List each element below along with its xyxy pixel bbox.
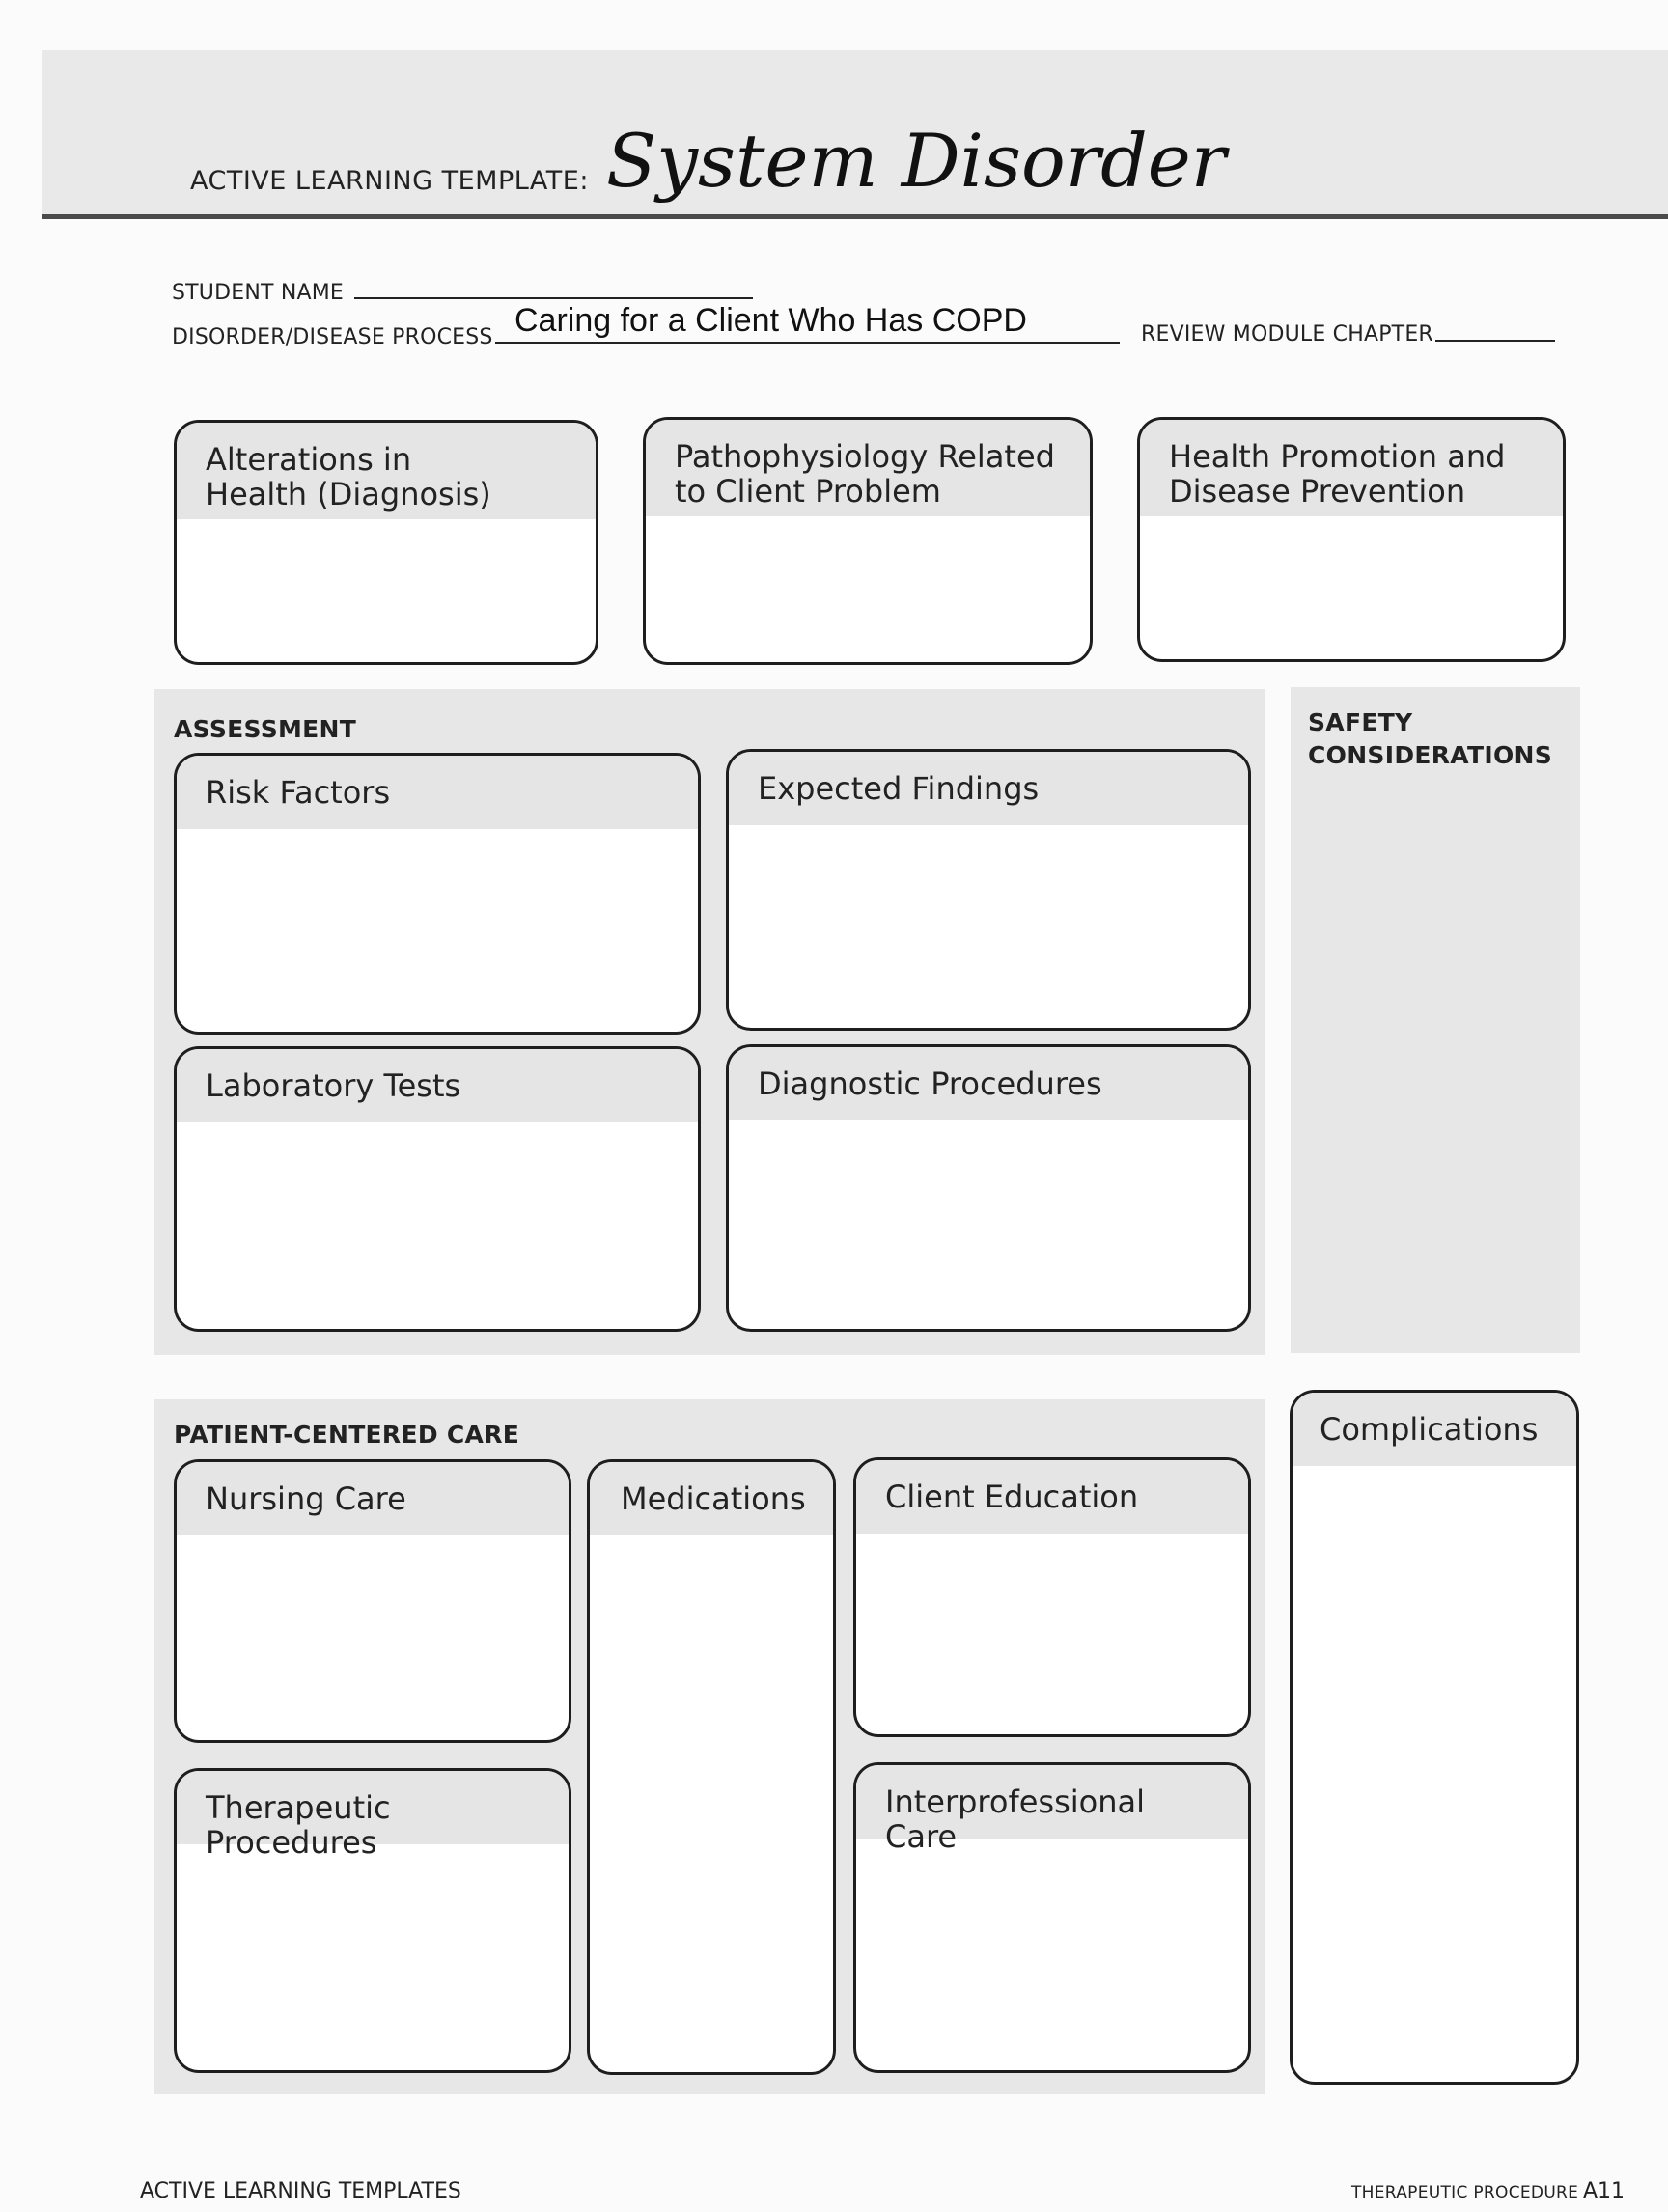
medications-title: Medications	[621, 1480, 806, 1517]
student-name-label: STUDENT NAME	[172, 281, 345, 305]
expected-findings-title: Expected Findings	[758, 770, 1040, 807]
expected-findings-box[interactable]	[726, 749, 1251, 1031]
diagnostic-procedures-title: Diagnostic Procedures	[758, 1065, 1102, 1102]
disorder-field[interactable]	[495, 342, 1120, 344]
pathophysiology-line1: Pathophysiology Related	[675, 438, 1055, 475]
complications-header	[1293, 1393, 1576, 1466]
student-name-field[interactable]	[354, 297, 753, 299]
therapeutic-procedures-header	[177, 1771, 569, 1861]
review-module-field[interactable]	[1435, 340, 1555, 342]
diagnostic-procedures-box[interactable]	[726, 1044, 1251, 1332]
assessment-label: ASSESSMENT	[174, 715, 357, 743]
alterations-in-health-header	[177, 423, 596, 519]
footer-left: ACTIVE LEARNING TEMPLATES	[140, 2179, 461, 2203]
pathophysiology-box[interactable]	[643, 417, 1093, 665]
risk-factors-title: Risk Factors	[206, 774, 391, 811]
safety-considerations-label	[1308, 706, 1552, 772]
template-prefix: ACTIVE LEARNING TEMPLATE:	[190, 166, 589, 196]
template-title: System Disorder	[606, 118, 1227, 204]
diagnostic-procedures-header	[729, 1047, 1248, 1120]
client-education-header	[856, 1460, 1248, 1534]
nursing-care-header	[177, 1462, 569, 1535]
complications-title: Complications	[1320, 1411, 1539, 1448]
expected-findings-header	[729, 752, 1248, 825]
laboratory-tests-box[interactable]	[174, 1046, 701, 1332]
alterations-in-health-line1: Alterations in	[206, 441, 412, 478]
therapeutic-procedures-box[interactable]	[174, 1768, 571, 2073]
laboratory-tests-header	[177, 1049, 698, 1122]
safety-label-line2: CONSIDERATIONS	[1308, 741, 1553, 769]
patient-centered-care-label: PATIENT-CENTERED CARE	[174, 1421, 520, 1449]
footer-page-number: A11	[1583, 2179, 1626, 2203]
client-education-title: Client Education	[885, 1479, 1139, 1515]
pathophysiology-line2: to Client Problem	[675, 473, 941, 510]
alterations-in-health-box[interactable]	[174, 420, 598, 665]
nursing-care-title: Nursing Care	[206, 1480, 406, 1517]
laboratory-tests-title: Laboratory Tests	[206, 1067, 461, 1104]
disorder-value: Caring for a Client Who Has COPD	[514, 302, 1027, 339]
health-promotion-header	[1140, 420, 1563, 516]
review-module-label: REVIEW MODULE CHAPTER	[1141, 322, 1433, 346]
risk-factors-header	[177, 756, 698, 829]
footer-right: THERAPEUTIC PROCEDURE	[1351, 2183, 1579, 2202]
health-promotion-box[interactable]	[1137, 417, 1566, 662]
interprofessional-care-header	[856, 1765, 1248, 1855]
therapeutic-procedures-title: Therapeutic Procedures	[206, 1789, 391, 1861]
interprofessional-care-title: Interprofessional Care	[885, 1783, 1145, 1855]
medications-box[interactable]	[587, 1459, 836, 2075]
disorder-label: DISORDER/DISEASE PROCESS	[172, 325, 493, 349]
alterations-in-health-line2: Health (Diagnosis)	[206, 476, 491, 512]
nursing-care-box[interactable]	[174, 1459, 571, 1743]
client-education-box[interactable]	[853, 1457, 1251, 1737]
complications-box[interactable]	[1290, 1390, 1579, 2085]
pathophysiology-header	[646, 420, 1090, 516]
safety-considerations-panel	[1291, 687, 1580, 1353]
safety-label-line1: SAFETY	[1308, 708, 1413, 736]
risk-factors-box[interactable]	[174, 753, 701, 1035]
interprofessional-care-box[interactable]	[853, 1762, 1251, 2073]
health-promotion-line2: Disease Prevention	[1169, 473, 1466, 510]
medications-header	[590, 1462, 833, 1535]
health-promotion-line1: Health Promotion and	[1169, 438, 1506, 475]
